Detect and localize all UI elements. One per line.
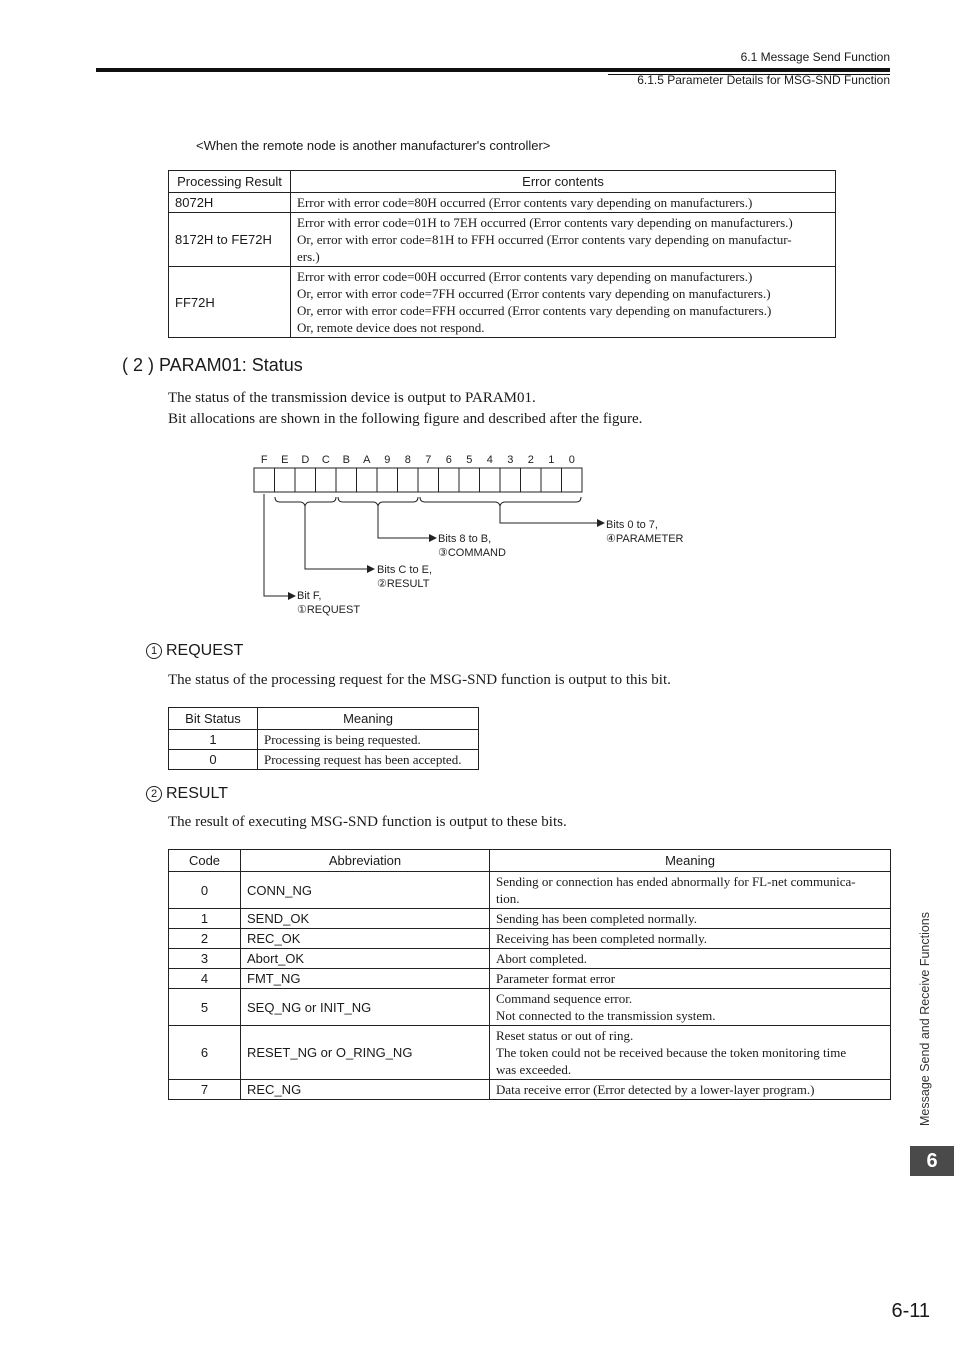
col-meaning: Meaning bbox=[258, 708, 479, 730]
bit-box bbox=[541, 468, 562, 492]
chapter-tab: 6 bbox=[910, 1146, 954, 1176]
bit-box bbox=[357, 468, 378, 492]
page-number: 6-11 bbox=[891, 1300, 930, 1322]
bit-box bbox=[377, 468, 398, 492]
meaning-cell bbox=[490, 1080, 891, 1100]
col-code: Code bbox=[169, 850, 241, 872]
leader-bit-f bbox=[264, 494, 290, 596]
error-row bbox=[169, 213, 836, 267]
code-cell: 5 bbox=[169, 989, 241, 1026]
request-row bbox=[169, 750, 479, 770]
result-row bbox=[169, 872, 891, 909]
meaning-cell bbox=[490, 949, 891, 969]
remote-node-note: <When the remote node is another manufacturer's controller> bbox=[196, 138, 551, 153]
meaning-line: Abort completed. bbox=[496, 951, 587, 966]
bit-allocation-figure bbox=[0, 445, 954, 625]
bit-status-cell: 1 bbox=[169, 730, 258, 750]
meaning-cell bbox=[490, 1026, 891, 1080]
bit-label: F bbox=[260, 454, 268, 466]
bit-label: A bbox=[363, 454, 371, 466]
abbreviation-cell: SEND_OK bbox=[241, 909, 490, 929]
code-cell: 7 bbox=[169, 1080, 241, 1100]
callout-result-bits: Bits C to E, bbox=[377, 564, 433, 576]
request-heading bbox=[146, 642, 243, 660]
result-title: RESULT bbox=[166, 785, 228, 802]
error-contents-line: Error with error code=00H occurred (Error contents vary depending on manufacturers.) bbox=[297, 269, 753, 284]
header-section: 6.1 Message Send Function bbox=[740, 50, 890, 64]
request-row bbox=[169, 730, 479, 750]
bit-box bbox=[562, 468, 583, 492]
chapter-side-label: Message Send and Receive Functions bbox=[918, 911, 932, 1126]
meaning-line: was exceeded. bbox=[496, 1062, 572, 1077]
abbreviation-cell: CONN_NG bbox=[241, 872, 490, 909]
bit-box bbox=[398, 468, 419, 492]
error-contents-line: Error with error code=80H occurred (Error contents vary depending on manufacturers.) bbox=[297, 195, 753, 210]
abbreviation-cell: SEQ_NG or INIT_NG bbox=[241, 989, 490, 1026]
meaning-cell bbox=[490, 929, 891, 949]
bit-label: E bbox=[281, 454, 289, 466]
callout-result-name: ②RESULT bbox=[377, 578, 430, 590]
code-cell: 0 bbox=[169, 872, 241, 909]
result-row bbox=[169, 949, 891, 969]
bit-box bbox=[336, 468, 357, 492]
meaning-line: Receiving has been completed normally. bbox=[496, 931, 708, 946]
error-contents-line: Error with error code=01H to 7EH occurred (Error contents vary depending on manufacturers.) bbox=[297, 215, 793, 230]
brace-bits-0-to-7 bbox=[420, 497, 581, 506]
callout-command-name: ③COMMAND bbox=[438, 547, 506, 559]
result-table-header bbox=[169, 850, 891, 872]
error-contents-line: Or, error with error code=7FH occurred (Error contents vary depending on manufacturers.) bbox=[297, 286, 771, 301]
error-contents-line: Or, error with error code=FFH occurred (Error contents vary depending on manufacturers.) bbox=[297, 303, 772, 318]
meaning-line: Sending or connection has ended abnormally for FL-net communica- bbox=[496, 874, 856, 889]
bit-label: 2 bbox=[527, 454, 534, 466]
bit-label: C bbox=[321, 454, 330, 466]
bit-box bbox=[459, 468, 480, 492]
meaning-line: Data receive error (Error detected by a lower-layer program.) bbox=[496, 1082, 815, 1097]
processing-result-cell: 8172H to FE72H bbox=[169, 213, 291, 267]
bit-label: B bbox=[342, 454, 350, 466]
abbreviation-cell: Abort_OK bbox=[241, 949, 490, 969]
result-text: The result of executing MSG-SND function is output to these bits. bbox=[168, 814, 567, 830]
bit-box bbox=[521, 468, 542, 492]
bit-label: 0 bbox=[568, 454, 575, 466]
callout-request-bits: Bit F, bbox=[297, 590, 322, 602]
request-table-header bbox=[169, 708, 479, 730]
meaning-line: Reset status or out of ring. bbox=[496, 1028, 634, 1043]
meaning-cell bbox=[490, 989, 891, 1026]
meaning-cell bbox=[490, 909, 891, 929]
error-table bbox=[168, 170, 836, 338]
meaning-line: The token could not be received because the token monitoring time bbox=[496, 1045, 847, 1060]
meaning-line: Parameter format error bbox=[496, 971, 616, 986]
bit-status-cell: 0 bbox=[169, 750, 258, 770]
bit-box bbox=[439, 468, 460, 492]
bit-label: D bbox=[301, 454, 310, 466]
bit-box bbox=[295, 468, 316, 492]
error-contents-cell bbox=[291, 193, 836, 213]
circled-number-1: 1 bbox=[146, 643, 162, 659]
col-bit-status: Bit Status bbox=[169, 708, 258, 730]
col-meaning: Meaning bbox=[490, 850, 891, 872]
result-table bbox=[168, 849, 891, 1100]
leader-bits-0-to-7 bbox=[500, 506, 599, 523]
meaning-cell bbox=[490, 872, 891, 909]
bit-box bbox=[500, 468, 521, 492]
abbreviation-cell: RESET_NG or O_RING_NG bbox=[241, 1026, 490, 1080]
code-cell: 6 bbox=[169, 1026, 241, 1080]
processing-result-cell: FF72H bbox=[169, 267, 291, 338]
error-contents-cell bbox=[291, 213, 836, 267]
leader-bits-c-to-e bbox=[305, 506, 369, 569]
meaning-line: Sending has been completed normally. bbox=[496, 911, 697, 926]
abbreviation-cell: REC_OK bbox=[241, 929, 490, 949]
callout-parameter-bits: Bits 0 to 7, bbox=[606, 519, 658, 531]
bit-box bbox=[275, 468, 296, 492]
brace-bits-c-to-e bbox=[275, 497, 336, 506]
bit-label: 8 bbox=[404, 454, 411, 466]
bit-label: 4 bbox=[486, 454, 493, 466]
code-cell: 1 bbox=[169, 909, 241, 929]
processing-result-cell: 8072H bbox=[169, 193, 291, 213]
meaning-line: Command sequence error. bbox=[496, 991, 633, 1006]
request-text: The status of the processing request for the MSG-SND function is output to this bit. bbox=[168, 672, 671, 688]
result-row bbox=[169, 909, 891, 929]
result-row bbox=[169, 989, 891, 1026]
error-contents-cell bbox=[291, 267, 836, 338]
meaning-cell: Processing request has been accepted. bbox=[258, 750, 479, 770]
code-cell: 3 bbox=[169, 949, 241, 969]
col-abbreviation: Abbreviation bbox=[241, 850, 490, 872]
bit-box bbox=[480, 468, 501, 492]
param01-text-1: The status of the transmission device is output to PARAM01. bbox=[168, 390, 536, 406]
bit-label: 5 bbox=[466, 454, 473, 466]
param01-text-2: Bit allocations are shown in the following figure and described after the figure. bbox=[168, 411, 643, 427]
meaning-line: Not connected to the transmission system. bbox=[496, 1008, 716, 1023]
request-table bbox=[168, 707, 479, 770]
abbreviation-cell: REC_NG bbox=[241, 1080, 490, 1100]
bit-label: 7 bbox=[425, 454, 432, 466]
meaning-cell bbox=[490, 969, 891, 989]
leader-bits-8-to-b bbox=[378, 506, 431, 538]
bit-label: 3 bbox=[507, 454, 514, 466]
meaning-cell: Processing is being requested. bbox=[258, 730, 479, 750]
param01-heading: ( 2 ) PARAM01: Status bbox=[122, 355, 303, 375]
meaning-line: tion. bbox=[496, 891, 520, 906]
request-title: REQUEST bbox=[166, 642, 244, 659]
code-cell: 4 bbox=[169, 969, 241, 989]
callout-parameter-name: ④PARAMETER bbox=[606, 533, 684, 545]
header-subsection: 6.1.5 Parameter Details for MSG-SND Function bbox=[637, 73, 890, 87]
abbreviation-cell: FMT_NG bbox=[241, 969, 490, 989]
error-table-header bbox=[169, 171, 836, 193]
result-row bbox=[169, 1080, 891, 1100]
error-contents-line: ers.) bbox=[297, 249, 320, 264]
bit-box bbox=[418, 468, 439, 492]
error-contents-line: Or, error with error code=81H to FFH occurred (Error contents vary depending on manufactur- bbox=[297, 232, 792, 247]
bit-label: 9 bbox=[384, 454, 391, 466]
header-rule bbox=[96, 68, 890, 72]
error-row bbox=[169, 193, 836, 213]
col-error-contents: Error contents bbox=[291, 171, 836, 193]
bit-label: 6 bbox=[445, 454, 452, 466]
col-processing-result: Processing Result bbox=[169, 171, 291, 193]
circled-number-2: 2 bbox=[146, 786, 162, 802]
result-heading bbox=[146, 785, 228, 803]
error-contents-line: Or, remote device does not respond. bbox=[297, 320, 485, 335]
error-row bbox=[169, 267, 836, 338]
callout-request-name: ①REQUEST bbox=[297, 604, 361, 616]
brace-bits-8-to-b bbox=[338, 497, 418, 506]
callout-command-bits: Bits 8 to B, bbox=[438, 533, 492, 545]
bit-box bbox=[316, 468, 337, 492]
result-row bbox=[169, 969, 891, 989]
bit-box bbox=[254, 468, 275, 492]
result-row bbox=[169, 929, 891, 949]
bit-label: 1 bbox=[548, 454, 555, 466]
result-row bbox=[169, 1026, 891, 1080]
code-cell: 2 bbox=[169, 929, 241, 949]
